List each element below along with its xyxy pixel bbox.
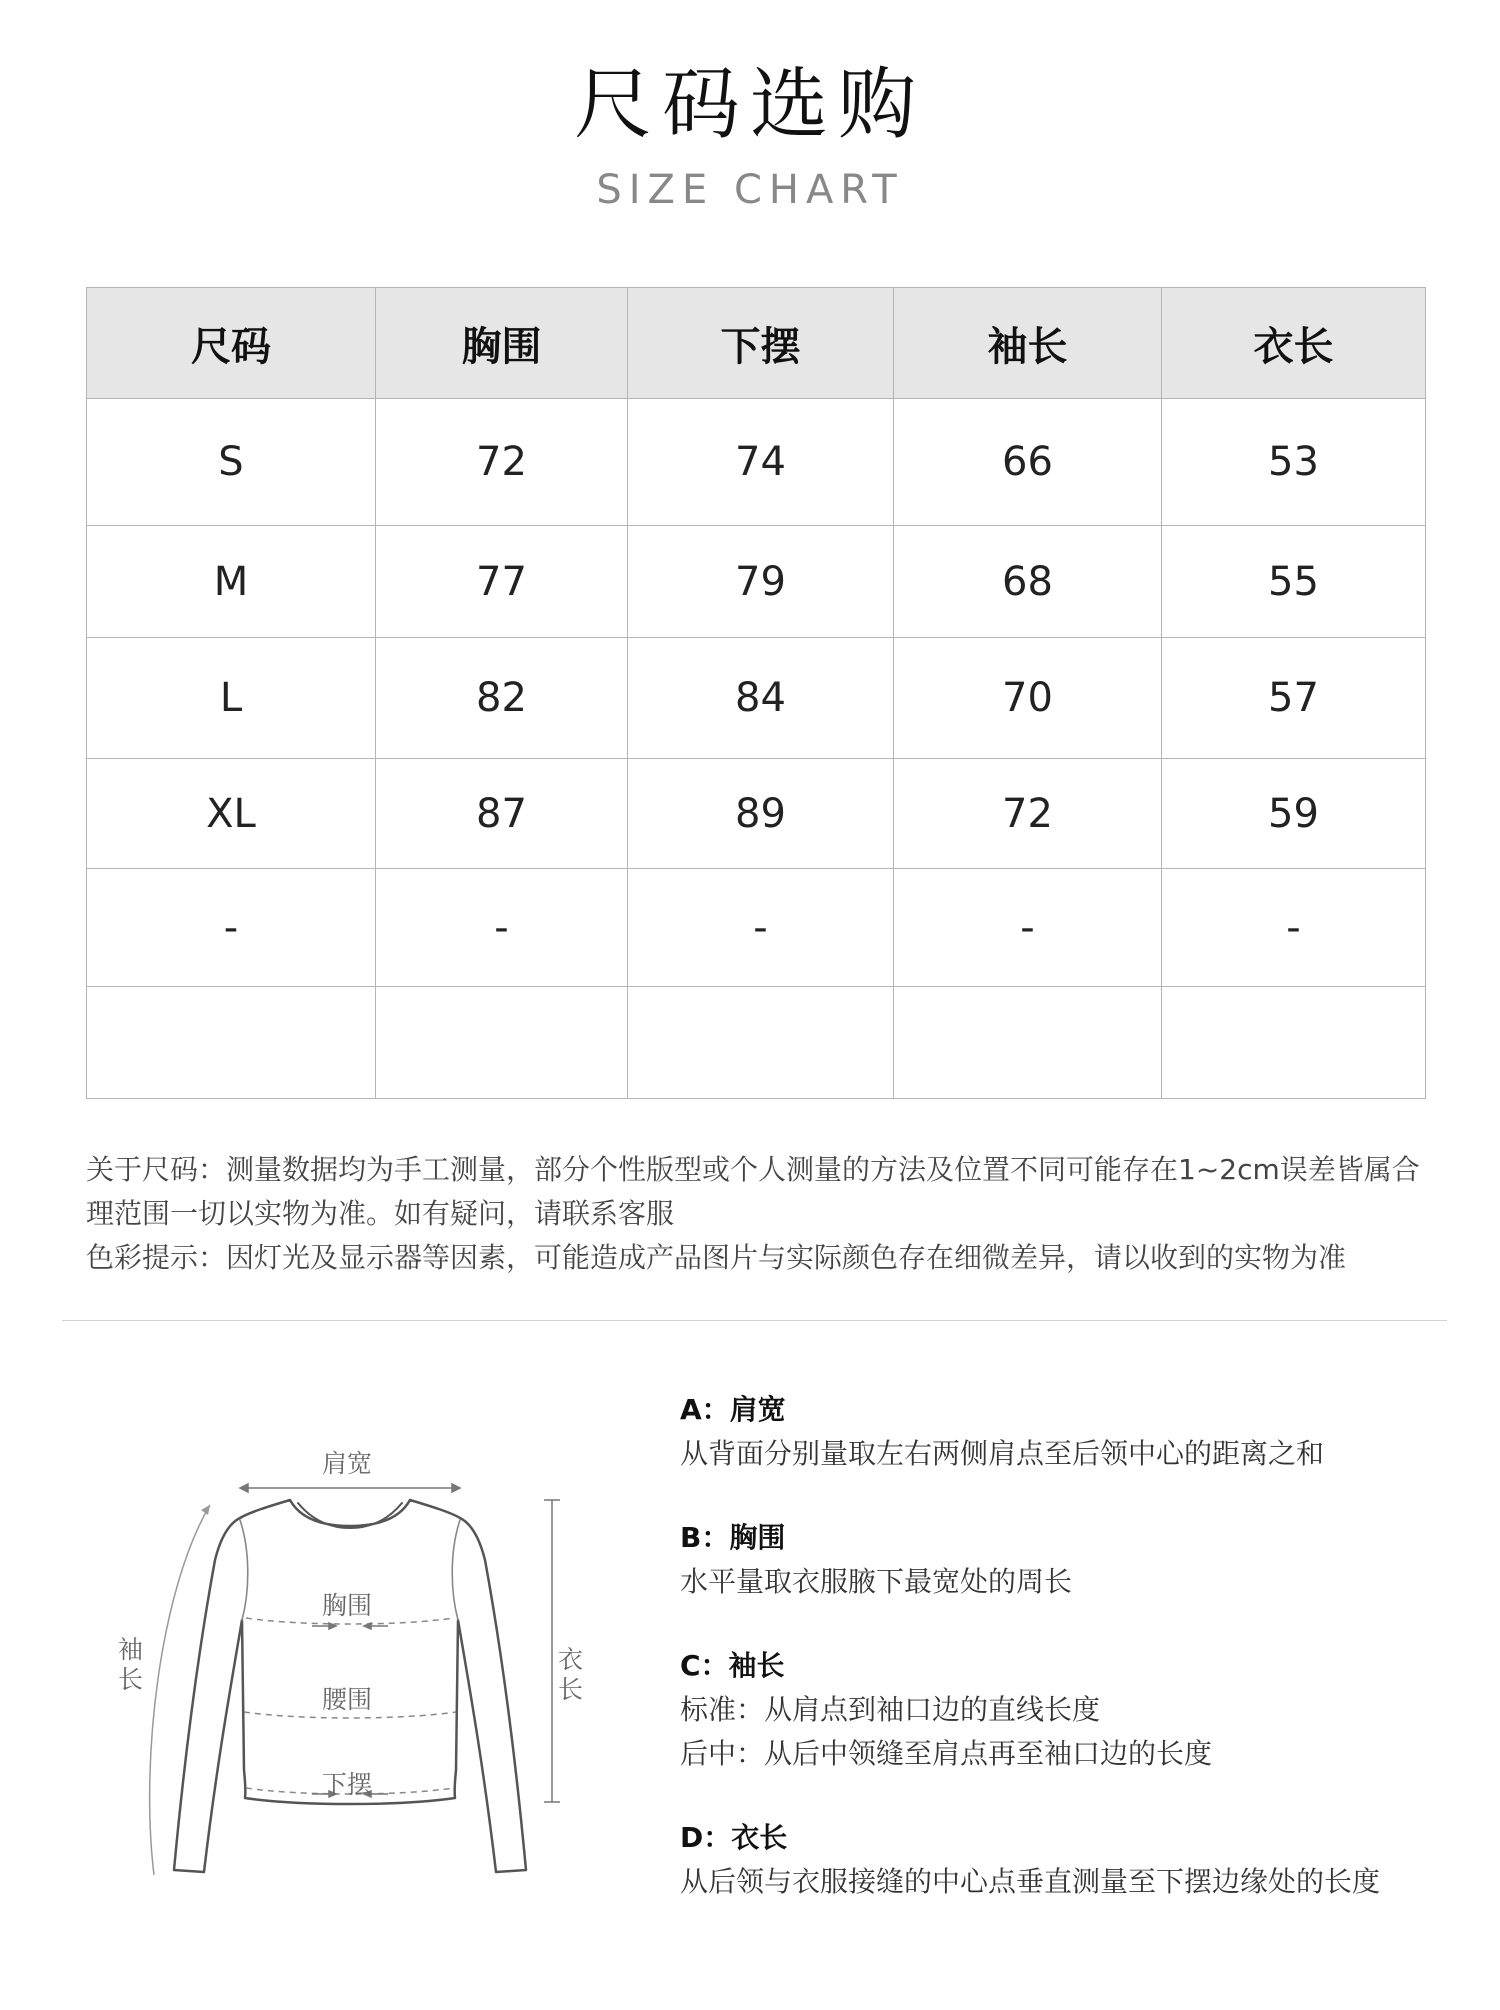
table-cell: 89 — [628, 759, 894, 869]
table-cell: L — [87, 638, 376, 759]
section-divider — [62, 1320, 1447, 1321]
table-cell: 55 — [1162, 526, 1426, 638]
table-cell: - — [376, 869, 628, 987]
size-note: 关于尺码：测量数据均为手工测量，部分个性版型或个人测量的方法及位置不同可能存在1~2cm误差皆属合理范围一切以实物为准。如有疑问，请联系客服 — [86, 1153, 1420, 1230]
table-cell: 70 — [894, 638, 1162, 759]
header-hem: 下摆 — [628, 288, 894, 399]
label-chest: 胸围 — [322, 1591, 373, 1620]
table-header-row — [87, 288, 1426, 399]
table-cell: 68 — [894, 526, 1162, 638]
table-cell: - — [87, 869, 376, 987]
table-cell: 53 — [1162, 399, 1426, 526]
table-cell: 59 — [1162, 759, 1426, 869]
table-cell: M — [87, 526, 376, 638]
definition-text: 从后领与衣服接缝的中心点垂直测量至下摆边缘处的长度 — [680, 1865, 1381, 1898]
table-cell — [1162, 987, 1426, 1099]
table-cell: 74 — [628, 399, 894, 526]
color-note: 色彩提示：因灯光及显示器等因素，可能造成产品图片与实际颜色存在细微差异，请以收到的实物为准 — [86, 1241, 1347, 1274]
label-length-2: 长 — [558, 1675, 584, 1704]
table-row — [87, 759, 1426, 869]
label-shoulder: 肩宽 — [322, 1449, 373, 1478]
table-cell: - — [628, 869, 894, 987]
table-cell: 77 — [376, 526, 628, 638]
garment-diagram — [100, 1440, 620, 1900]
table-cell: - — [1162, 869, 1426, 987]
definition-shoulder — [680, 1388, 1470, 1476]
definition-term: B：胸围 — [680, 1521, 786, 1554]
table-row — [87, 399, 1426, 526]
definition-sleeve — [680, 1644, 1470, 1776]
label-waist: 腰围 — [322, 1685, 373, 1714]
header-length: 衣长 — [1162, 288, 1426, 399]
definition-chest — [680, 1516, 1470, 1604]
table-row — [87, 638, 1426, 759]
table-cell: 87 — [376, 759, 628, 869]
table-cell: 72 — [376, 399, 628, 526]
table-cell: S — [87, 399, 376, 526]
header-sleeve: 袖长 — [894, 288, 1162, 399]
table-cell: 57 — [1162, 638, 1426, 759]
definition-text: 从背面分别量取左右两侧肩点至后领中心的距离之和 — [680, 1437, 1325, 1470]
table-cell — [628, 987, 894, 1099]
table-row — [87, 526, 1426, 638]
page-title: 尺码选购 — [573, 60, 926, 150]
definition-term: C：袖长 — [680, 1649, 785, 1682]
table-cell: 66 — [894, 399, 1162, 526]
header-size: 尺码 — [87, 288, 376, 399]
table-cell: 82 — [376, 638, 628, 759]
definition-length — [680, 1816, 1470, 1904]
definition-term: D：衣长 — [680, 1821, 788, 1854]
table-row — [87, 869, 1426, 987]
table-cell: 79 — [628, 526, 894, 638]
label-sleeve-2: 长 — [118, 1665, 144, 1694]
measurement-definitions — [680, 1388, 1470, 1944]
size-notes — [86, 1148, 1436, 1280]
table-cell — [894, 987, 1162, 1099]
definition-text: 标准：从肩点到袖口边的直线长度 — [680, 1693, 1101, 1726]
table-cell: - — [894, 869, 1162, 987]
table-cell: XL — [87, 759, 376, 869]
definition-text: 后中：从后中领缝至肩点再至袖口边的长度 — [680, 1737, 1213, 1770]
sweater-outline-icon — [100, 1440, 620, 1900]
table-cell — [87, 987, 376, 1099]
label-length-1: 衣 — [558, 1645, 584, 1674]
label-sleeve-1: 袖 — [118, 1635, 144, 1664]
label-hem: 下摆 — [322, 1770, 373, 1799]
table-row — [87, 987, 1426, 1099]
page-subtitle: SIZE CHART — [596, 167, 904, 213]
table-cell — [376, 987, 628, 1099]
header-chest: 胸围 — [376, 288, 628, 399]
definition-text: 水平量取衣服腋下最宽处的周长 — [680, 1565, 1073, 1598]
table-cell: 84 — [628, 638, 894, 759]
size-table — [86, 287, 1426, 1099]
table-cell: 72 — [894, 759, 1162, 869]
definition-term: A：肩宽 — [680, 1393, 786, 1426]
